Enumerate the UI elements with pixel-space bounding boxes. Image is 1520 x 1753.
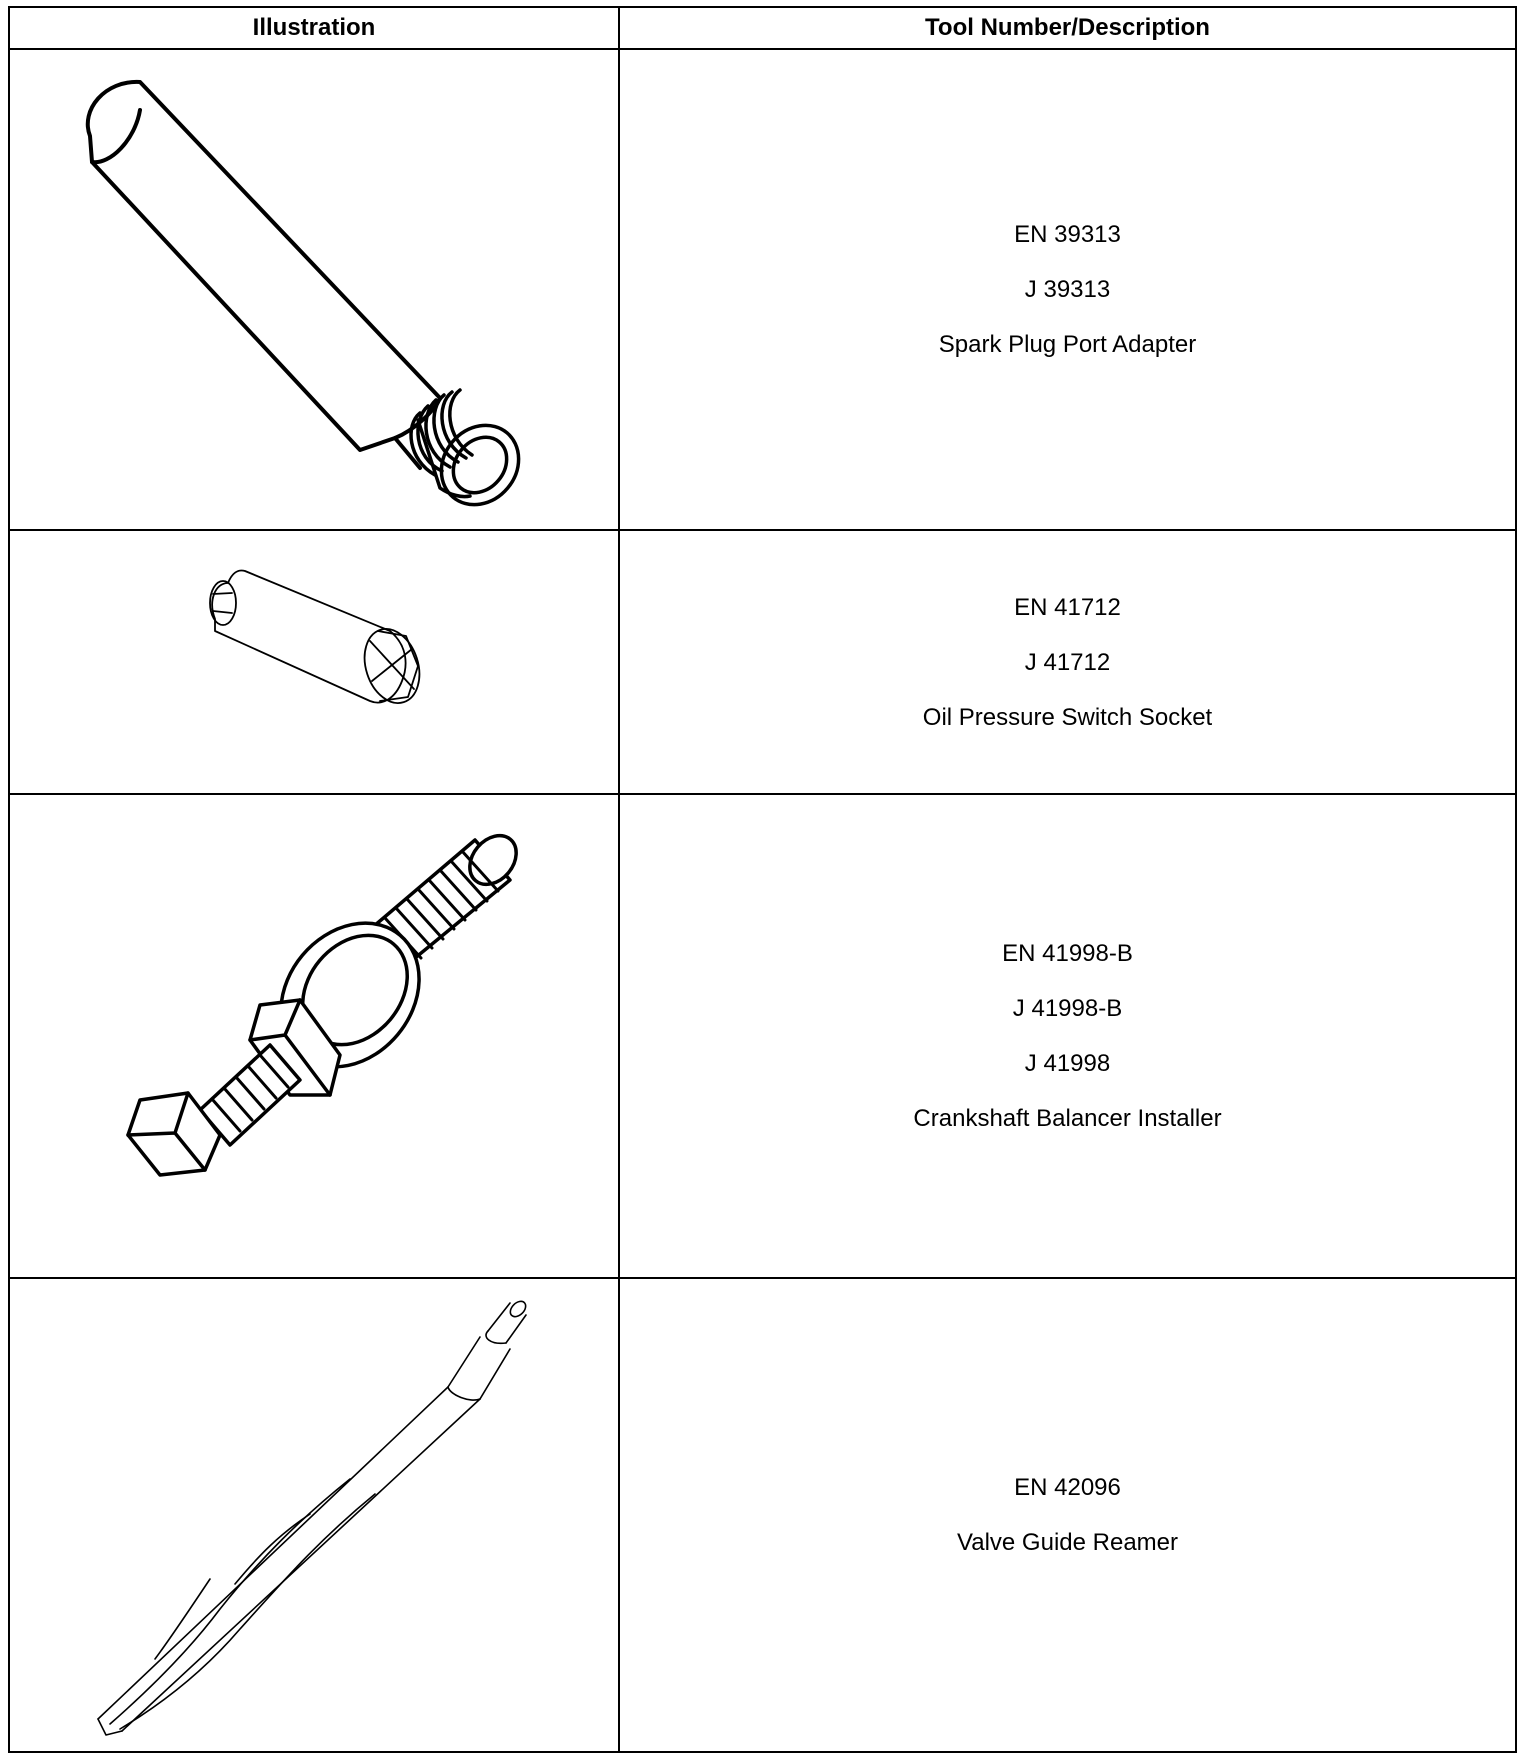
tool-number-j: J 41998-B <box>1012 995 1123 1022</box>
table-row <box>9 530 1516 794</box>
table-row <box>9 49 1516 530</box>
header-tool-description: Tool Number/Description <box>619 7 1516 49</box>
illustration-cell <box>9 530 619 794</box>
table-row <box>9 794 1516 1278</box>
tool-name: Spark Plug Port Adapter <box>938 331 1197 358</box>
special-tools-table <box>8 6 1517 1753</box>
illustration-cell <box>9 794 619 1278</box>
tool-number-en: EN 39313 <box>1014 221 1121 248</box>
spark-plug-port-adapter-illustration <box>10 50 618 527</box>
tool-number-j: J 39313 <box>1024 276 1111 303</box>
tool-number-j: J 41712 <box>1024 648 1111 676</box>
tool-number-en: EN 42096 <box>1014 1474 1121 1501</box>
tool-name: Oil Pressure Switch Socket <box>922 703 1213 731</box>
table-row <box>9 1278 1516 1752</box>
valve-guide-reamer-illustration <box>10 1279 618 1749</box>
description-cell <box>619 794 1516 1278</box>
tool-name: Crankshaft Balancer Installer <box>913 1105 1222 1132</box>
illustration-cell <box>9 1278 619 1752</box>
tool-number-en: EN 41712 <box>1014 593 1121 621</box>
tool-number-en: EN 41998-B <box>1002 940 1133 967</box>
crankshaft-balancer-installer-illustration <box>10 795 618 1275</box>
illustration-cell <box>9 49 619 530</box>
tool-number-j-alt: J 41998 <box>1024 1050 1111 1077</box>
tool-name: Valve Guide Reamer <box>957 1529 1178 1556</box>
description-cell <box>619 1278 1516 1752</box>
table-header-row <box>9 7 1516 49</box>
oil-pressure-switch-socket-illustration <box>10 531 618 791</box>
description-cell <box>619 530 1516 794</box>
description-cell <box>619 49 1516 530</box>
header-illustration: Illustration <box>9 7 619 49</box>
